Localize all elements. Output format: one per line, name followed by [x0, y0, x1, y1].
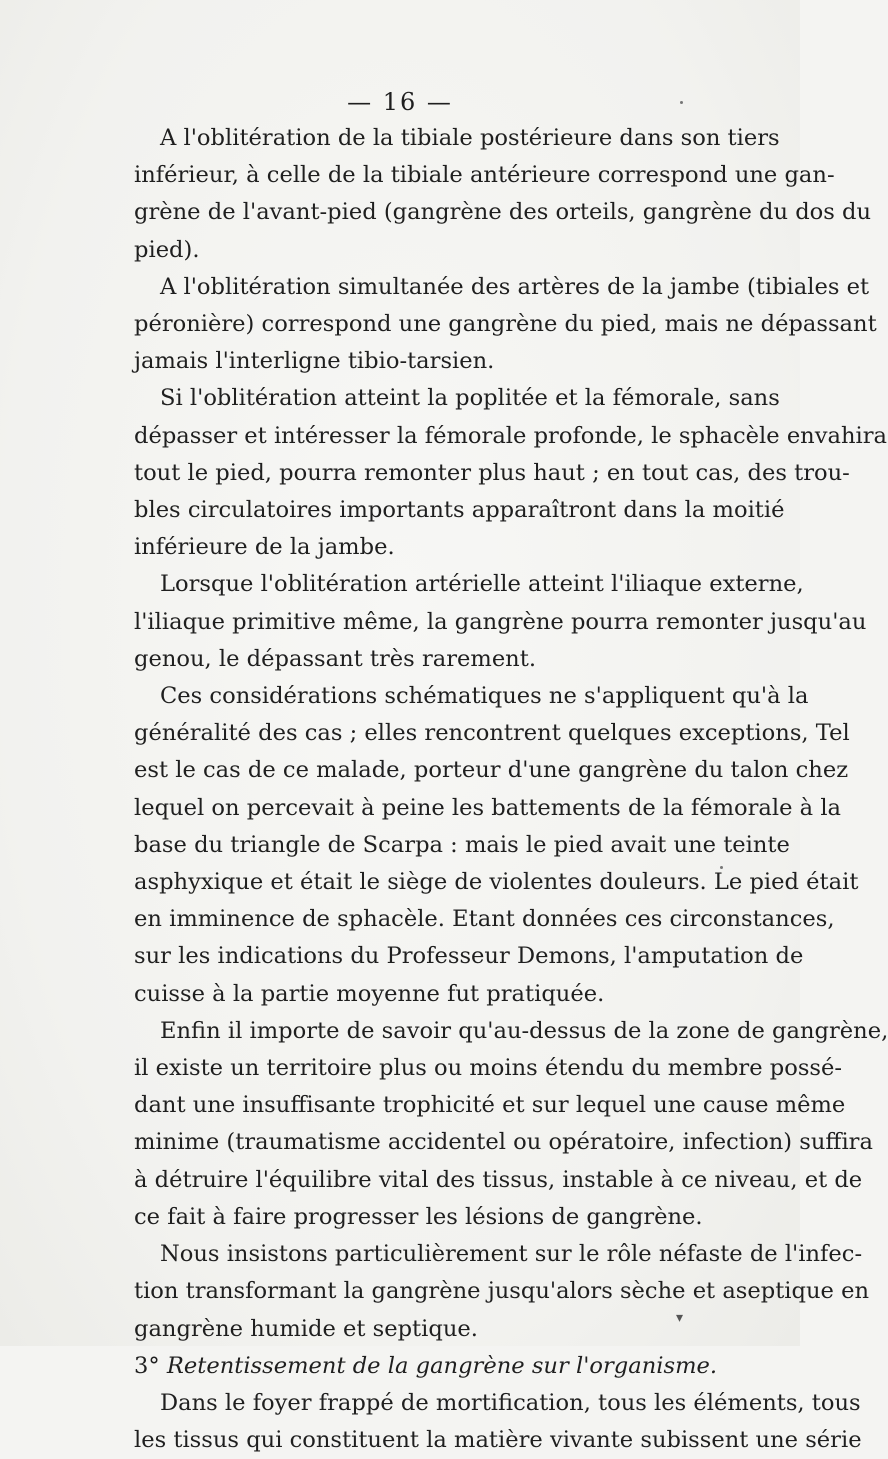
section-heading [108, 1348, 758, 1385]
paragraph-1 [108, 120, 872, 269]
text-line: péronière) correspond une gangrène du pied, mais ne dépassant [134, 311, 877, 338]
text-line: Enfin il importe de savoir qu'au-dessus de la zone de gangrène, [160, 1017, 888, 1044]
text-line: tout le pied, pourra remonter plus haut ; en tout cas, des trou- [134, 459, 850, 486]
text-line: Dans le foyer frappé de mortification, tous les éléments, tous [160, 1389, 861, 1416]
text-line: cuisse à la partie moyenne fut pratiquée. [134, 980, 605, 1007]
body-text [108, 120, 888, 1459]
text-line: bles circulatoires importants apparaîtront dans la moitié [134, 497, 785, 524]
text-line: inférieur, à celle de la tibiale antérieure correspond une gan- [134, 162, 835, 189]
text-line: généralité des cas ; elles rencontrent quelques exceptions, Tel [134, 720, 850, 747]
text-line: Nous insistons particulièrement sur le rôle néfaste de l'infec- [160, 1241, 863, 1268]
text-line: jamais l'interligne tibio-tarsien. [134, 348, 495, 375]
section-title: Retentissement de la gangrène sur l'organisme. [166, 1352, 718, 1379]
text-line: pied). [134, 236, 200, 263]
text-line: grène de l'avant-pied (gangrène des orteils, gangrène du dos du [134, 199, 872, 226]
text-line: base du triangle de Scarpa : mais le pied avait une teinte [134, 831, 790, 858]
text-line: genou, le dépassant très rarement. [134, 645, 536, 672]
text-line: lequel on percevait à peine les battements de la fémorale à la [134, 794, 842, 821]
text-line: Si l'oblitération atteint la poplitée et la fémorale, sans [160, 385, 780, 412]
text-line: il existe un territoire plus ou moins étendu du membre possé- [134, 1055, 843, 1082]
paragraph-6 [108, 1013, 888, 1236]
paragraph-3 [108, 380, 888, 566]
text-line: tion transformant la gangrène jusqu'alors sèche et aseptique en [134, 1278, 870, 1305]
paragraph-4 [108, 566, 867, 678]
text-line: gangrène humide et septique. [134, 1315, 478, 1342]
text-line: dant une insuffisante trophicité et sur lequel une cause même [134, 1092, 846, 1119]
text-line: minime (traumatisme accidentel ou opératoire, infection) suffira [134, 1129, 873, 1156]
paragraph-2 [108, 269, 877, 381]
text-line: sur les indications du Professeur Demons, l'amputation de [134, 943, 804, 970]
text-line: en imminence de sphacèle. Etant données ces circonstances, [134, 906, 835, 933]
paper-speck [680, 101, 683, 104]
text-line: est le cas de ce malade, porteur d'une gangrène du talon chez [134, 757, 849, 784]
text-line: Lorsque l'oblitération artérielle atteint l'iliaque externe, [160, 571, 804, 598]
text-line: A l'oblitération de la tibiale postérieure dans son tiers [160, 125, 780, 151]
text-line: asphyxique et était le siège de violentes douleurs. Le pied était [134, 869, 859, 896]
text-line: Ces considérations schématiques ne s'appliquent qu'à la [160, 683, 809, 710]
section-number: 3° [134, 1352, 160, 1379]
text-line: inférieure de la jambe. [134, 534, 395, 561]
printer-mark: ▾ [676, 1310, 684, 1326]
text-line: ce fait à faire progresser les lésions de gangrène. [134, 1203, 703, 1230]
paper-speck [720, 866, 723, 869]
paragraph-5 [108, 678, 859, 1013]
text-line: A l'oblitération simultanée des artères de la jambe (tibiales et [160, 273, 870, 300]
page-number: — 16 — [347, 88, 453, 116]
text-line: l'iliaque primitive même, la gangrène pourra remonter jusqu'au [134, 608, 867, 635]
text-line: dépasser et intéresser la fémorale profonde, le sphacèle envahira [134, 422, 888, 449]
text-line: les tissus qui constituent la matière vivante subissent une série [134, 1427, 862, 1454]
paragraph-8 [108, 1385, 862, 1459]
paragraph-7 [108, 1236, 870, 1348]
text-line: à détruire l'équilibre vital des tissus, instable à ce niveau, et de [134, 1166, 863, 1193]
